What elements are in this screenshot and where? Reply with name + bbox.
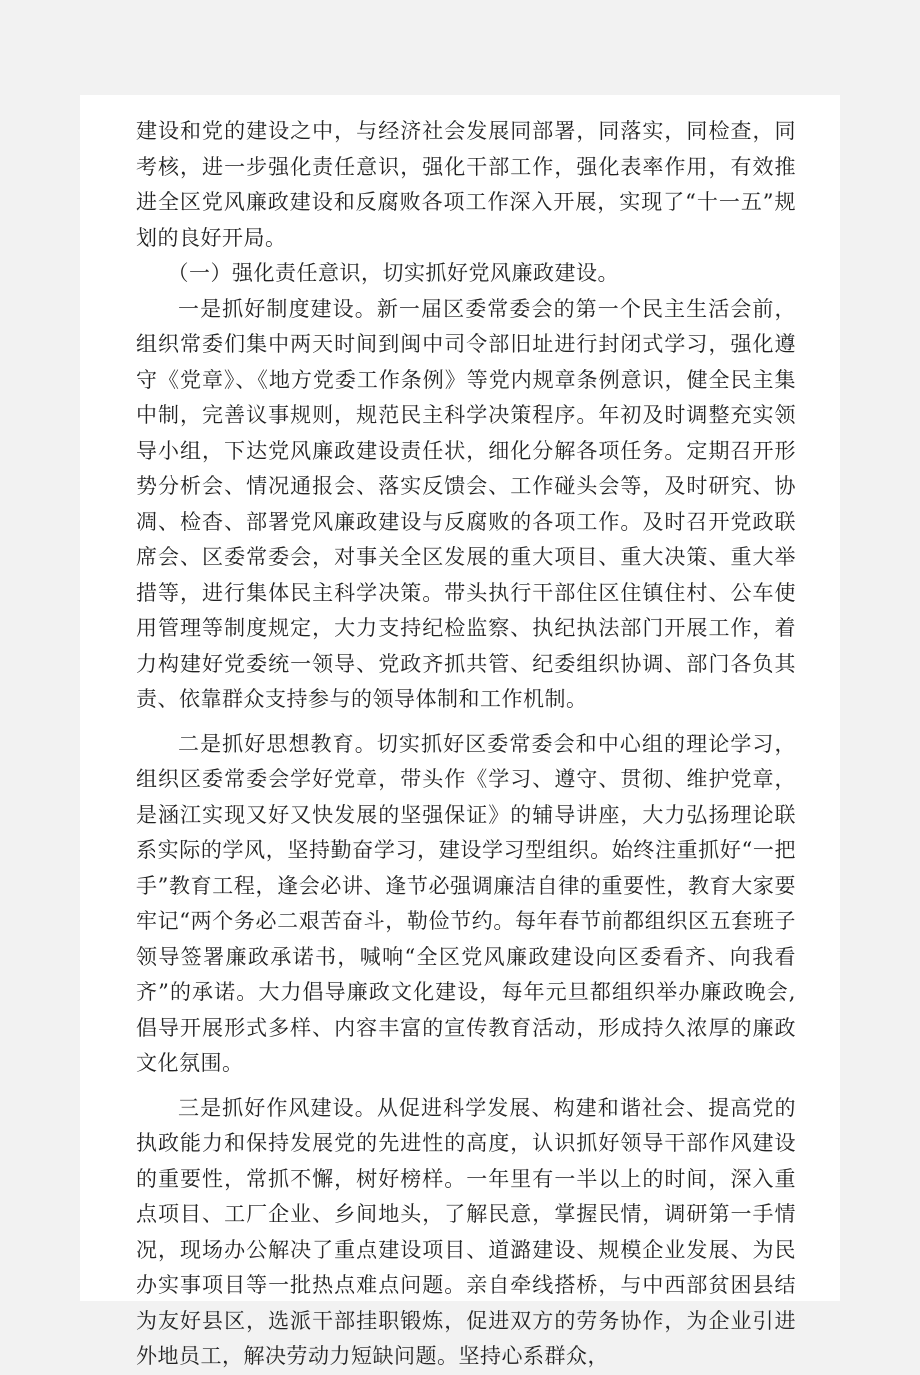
paragraph-intro-continuation: 建设和党的建设之中，与经济社会发展同部署，同落实，同检查，同考核，进一步强化责任意识，强化干部工作，强化表率作用，有效推进全区党风廉政建设和反腐败各项工作深入开展，实现了“十一五”规划的良好开局。 (136, 119, 796, 250)
document-page (80, 95, 840, 1368)
paragraph-system-building: 一是抓好制度建设。新一届区委常委会的第一个民主生活会前，组织常委们集中两天时间到闽中司令部旧址进行封闭式学习，强化遵守《党章》、《地方党委工作条例》等党内规章条例意识，健全民主集中制，完善议事规则，规范民主科学决策程序。年初及时调整充实领导小组，下达党风廉政建设责任状，细化分解各项任务。定期召开形势分析会、情况通报会、落实反馈会、工作碰头会等，及时研究、协凋、检杳、部署党风廉政建设与反腐败的各项工作。及时召开党政联席会、区委常委会，对事关全区发展的重大项目、重大决策、重大举措等，进行集体民主科学决策。带头执行干部住区住镇住村、公车使用管理等制度规定，大力支持纪检监察、执纪执法部门开展工作，着力构建好党委统一领导、党政齐抓共管、纪委组织协调、部门各负其责、依靠群众支持参与的领导体制和工作机制。 (136, 296, 796, 711)
paragraph-ideological-education: 二是抓好思想教育。切实抓好区委常委会和中心组的理论学习，组织区委常委会学好党章，带头作《学习、遵守、贯彻、维护党章，是涵江实现又好又快发展的坚强保证》的辅导讲座，大力弘扬理论联系实际的学风，坚持勤奋学习，建设学习型组织。始终注重抓好“一把手”教育工程，逢会必讲、逢节必强调廉洁自律的重要性，教育大家要牢记“两个务必二艰苦奋斗，勒俭节约。每年春节前都组织区五套班子领导签署廉政承诺书，喊响“全区党风廉政建设向区委看齐、向我看齐”的承诺。大力倡导廉政文化建设，每年元旦都组织举办廉政晚会,倡导开展形式多样、内容丰富的宣传教育活动，形成持久浓厚的廉政文化氛围。 (136, 731, 796, 1075)
document-body (136, 114, 796, 1375)
paragraph-work-style: 三是抓好作风建设。从促进科学发展、构建和谐社会、提高党的执政能力和保持发展党的先进性的高度，认识抓好领导干部作风建设的重要性，常抓不懈，树好榜样。一年里有一半以上的时间，深入重点项目、工厂企业、乡间地头，了解民意，掌握民情，调研第一手情况，现场办公解决了重点建设项目、道潞建设、规模企业发展、为民办实事项目等一批热点难点问题。亲自牵线搭桥，与中西部贫困县结为友好县区，选派干部挂职锻炼，促进双方的劳务协作，为企业引进外地员工，解决劳动力短缺问题。坚持心系群众， (136, 1095, 796, 1368)
section-heading: （一）强化责任意识，切实抓好党风廉政建设。 (167, 261, 619, 285)
